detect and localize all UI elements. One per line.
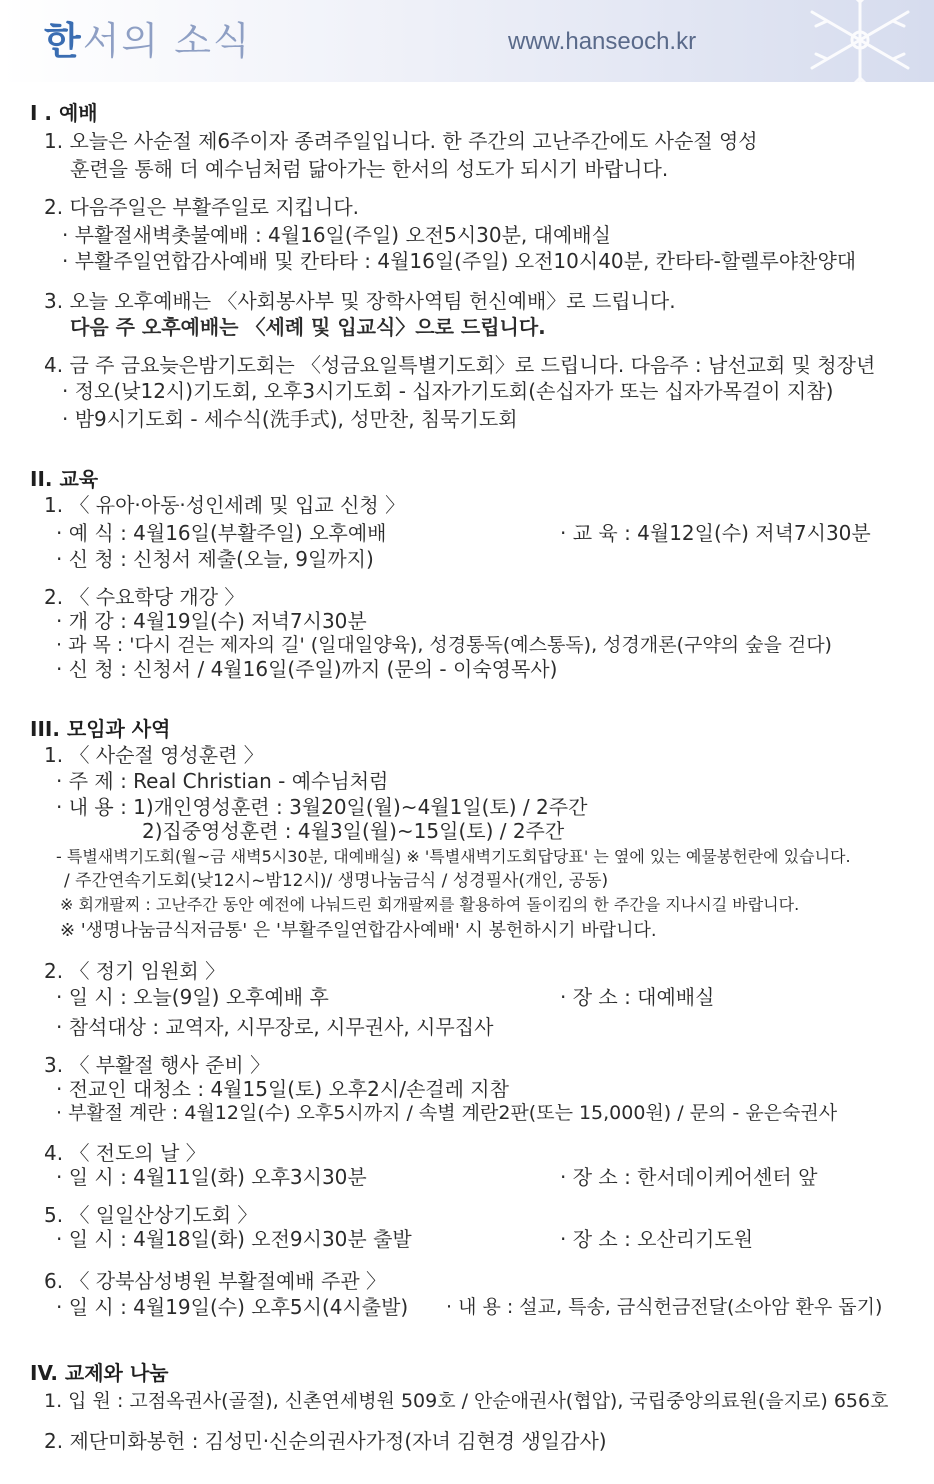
section-worship-title: I . 예배	[30, 101, 98, 125]
gatherings-item-5: 5. 〈 일일산상기도회 〉	[44, 1203, 258, 1227]
worship-item-4-a: · 정오(낮12시)기도회, 오후3시기도회 - 십자가기도회(손십자가 또는 십자가목걸이 지참)	[62, 379, 834, 403]
education-item-1: 1. 〈 유아·아동·성인세례 및 입교 신청 〉	[44, 493, 406, 517]
gatherings-item-1-f: ※ 회개팔찌 : 고난주간 동안 예전에 나눠드린 회개팔찌를 활용하여 돌이킴의 한 주간을 지나시길 바랍니다.	[60, 895, 800, 914]
gatherings-item-4-a: · 일 시 : 4월11일(화) 오후3시30분	[56, 1165, 367, 1189]
gatherings-item-6-b: · 내 용 : 설교, 특송, 금식헌금전달(소아암 환우 돕기)	[446, 1296, 883, 1318]
section-education-title: II. 교육	[30, 467, 99, 491]
education-item-2-c: · 신 청 : 신청서 / 4월16일(주일)까지 (문의 - 이숙영목사)	[56, 657, 558, 681]
title-highlight: 한	[44, 19, 83, 63]
education-item-1-b: · 교 육 : 4월12일(수) 저녁7시30분	[560, 521, 871, 545]
gatherings-item-3: 3. 〈 부활절 행사 준비 〉	[44, 1053, 271, 1077]
education-item-1-a: · 예 식 : 4월16일(부활주일) 오후예배	[56, 521, 387, 545]
worship-item-1-cont: 훈련을 통해 더 예수님처럼 닮아가는 한서의 성도가 되시기 바랍니다.	[70, 157, 669, 181]
gatherings-item-1-e: / 주간연속기도회(낮12시~밤12시)/ 생명나눔금식 / 성경필사(개인, 공동)	[64, 871, 609, 891]
worship-item-2: 2. 다음주일은 부활주일로 지킵니다.	[44, 195, 359, 219]
gatherings-item-3-a: · 전교인 대청소 : 4월15일(토) 오후2시/손걸레 지참	[56, 1077, 509, 1101]
church-url: www.hanseoch.kr	[508, 28, 697, 55]
gatherings-item-2-b: · 장 소 : 대예배실	[560, 985, 715, 1009]
education-item-2-b: · 과 목 : '다시 걷는 제자의 길' (일대일양육), 성경통독(예스통독), 성경개론(구약의 숲을 걷다)	[56, 634, 832, 656]
worship-item-2-b: · 부활주일연합감사예배 및 칸타타 : 4월16일(주일) 오전10시40분, 칸타타-할렐루야찬양대	[62, 249, 857, 273]
section-gatherings-title: III. 모임과 사역	[30, 717, 171, 741]
worship-item-1: 1. 오늘은 사순절 제6주이자 종려주일입니다. 한 주간의 고난주간에도 사순절 영성	[44, 129, 758, 153]
title-rest: 서의 소식	[82, 19, 252, 63]
gatherings-item-1-g: ※ '생명나눔금식저금통' 은 '부활주일연합감사예배' 시 봉헌하시기 바랍니다.	[60, 920, 657, 941]
gatherings-item-1-a: · 주 제 : Real Christian - 예수님처럼	[56, 769, 389, 793]
gatherings-item-1-d: - 특별새벽기도회(월~금 새벽5시30분, 대예배실) ※ '특별새벽기도회답당표' 는 옆에 있는 예물봉헌란에 있습니다.	[56, 847, 851, 866]
gatherings-item-1: 1. 〈 사순절 영성훈련 〉	[44, 743, 264, 767]
gatherings-item-5-a: · 일 시 : 4월18일(화) 오전9시30분 출발	[56, 1227, 412, 1251]
education-item-1-c: · 신 청 : 신청서 제출(오늘, 9일까지)	[56, 547, 374, 571]
section-fellowship-title: IV. 교제와 나눔	[30, 1361, 169, 1385]
gatherings-item-3-b: · 부활절 계란 : 4월12일(수) 오후5시까지 / 속별 계란2판(또는 15,000원) / 문의 - 윤은숙권사	[56, 1102, 838, 1124]
education-item-2: 2. 〈 수요학당 개강 〉	[44, 585, 245, 609]
gatherings-item-4-b: · 장 소 : 한서데이케어센터 앞	[560, 1165, 818, 1189]
worship-item-3: 3. 오늘 오후예배는 〈사회봉사부 및 장학사역팀 헌신예배〉로 드립니다.	[44, 289, 676, 313]
gatherings-item-6-a: · 일 시 : 4월19일(수) 오후5시(4시출발)	[56, 1295, 409, 1319]
fellowship-item-2: 2. 제단미화봉헌 : 김성민·신순의권사가정(자녀 김현경 생일감사)	[44, 1429, 607, 1453]
education-item-2-a: · 개 강 : 4월19일(수) 저녁7시30분	[56, 609, 367, 633]
gatherings-item-2-c: · 참석대상 : 교역자, 시무장로, 시무권사, 시무집사	[56, 1015, 494, 1039]
worship-item-3-cont: 다음 주 오후예배는 〈세례 및 입교식〉으로 드립니다.	[70, 315, 546, 339]
worship-item-4-b: · 밤9시기도회 - 세수식(洗手式), 성만찬, 침묵기도회	[62, 407, 518, 431]
worship-item-4: 4. 금 주 금요늦은밤기도회는 〈성금요일특별기도회〉로 드립니다. 다음주 : 남선교회 및 청장년	[44, 353, 876, 377]
gatherings-item-6: 6. 〈 강북삼성병원 부활절예배 주관 〉	[44, 1269, 387, 1293]
fellowship-item-1: 1. 입 원 : 고점옥권사(골절), 신촌연세병원 509호 / 안순애권사(협압), 국립중앙의료원(을지로) 656호	[44, 1390, 889, 1412]
gatherings-item-2-a: · 일 시 : 오늘(9일) 오후예배 후	[56, 985, 329, 1009]
gatherings-item-5-b: · 장 소 : 오산리기도원	[560, 1227, 754, 1251]
worship-item-2-a: · 부활절새벽촛불예배 : 4월16일(주일) 오전5시30분, 대예배실	[62, 223, 611, 247]
newsletter-body	[0, 82, 934, 1484]
gatherings-item-2: 2. 〈 정기 임원회 〉	[44, 959, 226, 983]
gatherings-item-1-b: · 내 용 : 1)개인영성훈련 : 3월20일(월)~4월1일(토) / 2주간	[56, 795, 588, 819]
newsletter-title	[44, 10, 252, 65]
page-header	[0, 0, 934, 82]
gatherings-item-4: 4. 〈 전도의 날 〉	[44, 1141, 206, 1165]
gatherings-item-1-c: 2)집중영성훈련 : 4월3일(월)~15일(토) / 2주간	[142, 819, 565, 843]
